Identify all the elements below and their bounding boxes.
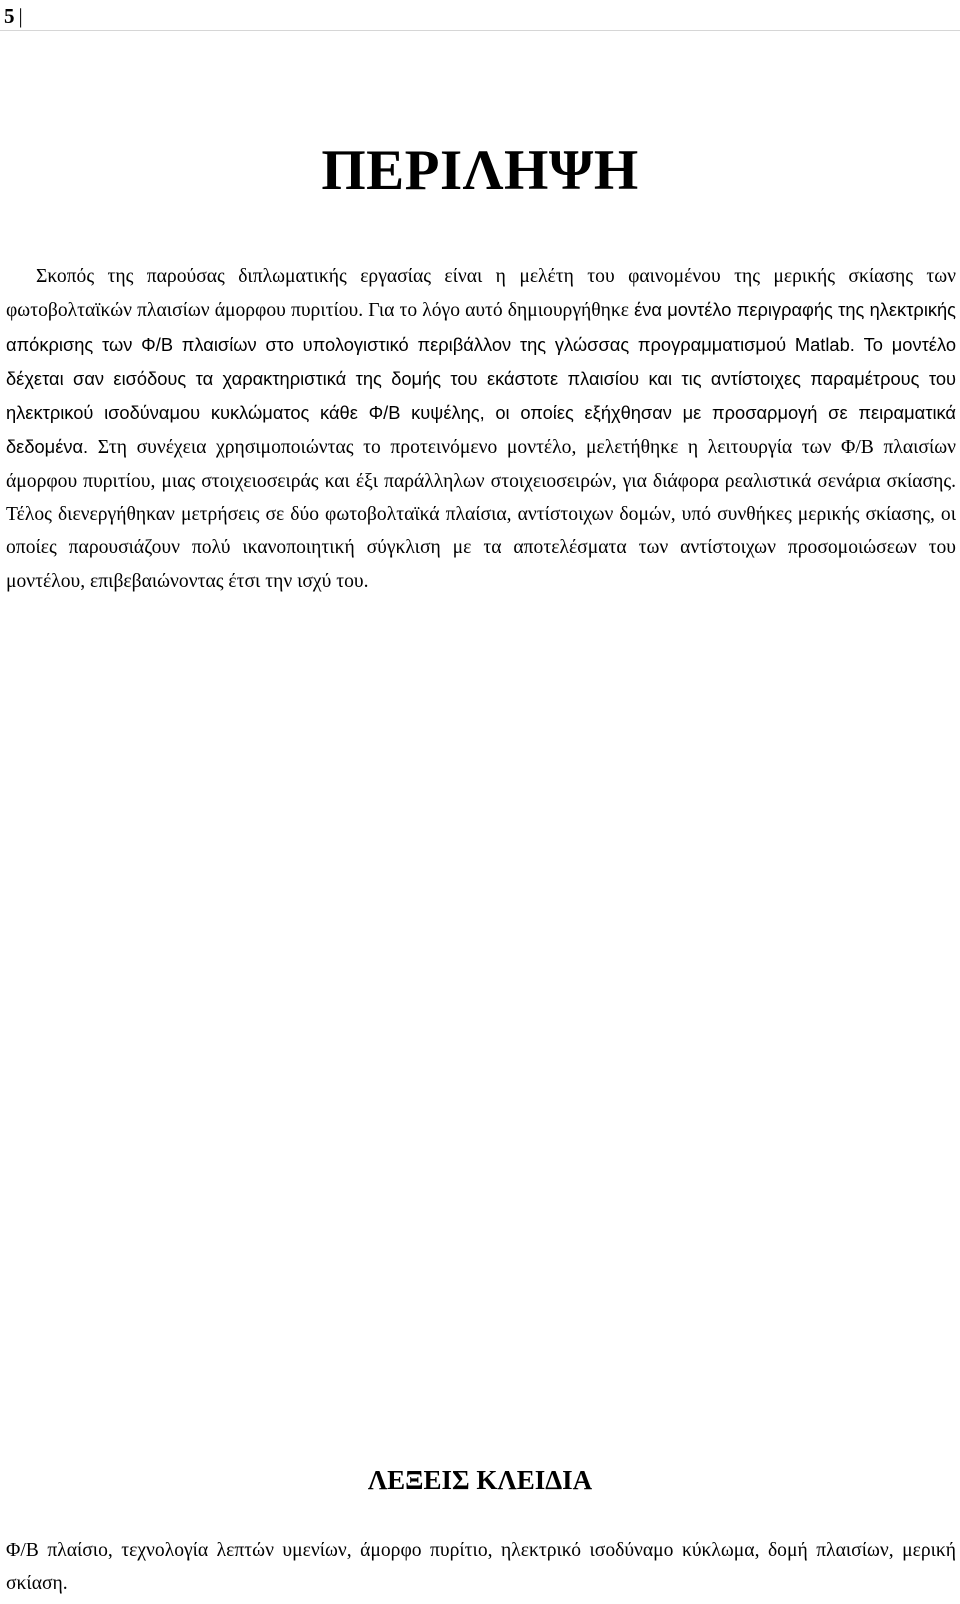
keywords-heading: ΛΕΞΕΙΣ ΚΛΕΙΔΙΑ xyxy=(367,1465,593,1495)
abstract-text-part-2: ένα μοντέλο περιγραφής της ηλεκτρικής απόκρισης των Φ/Β πλαισίων στο υπολογιστικό περιβάλλον της γλώσσας προγραμματισμού Matlab. Το μοντέλο δέχεται σαν εισόδους τα χαρακτηριστικά της δομής του εκάστοτε πλαισίου και τις αντίστοιχες παραμέτρους του ηλεκτρικού ισοδύναμου κυκλώματος κάθε Φ/Β κυψέλης, οι οποίες εξήχθησαν με προσαρμογή σε πειραματικά δεδομένα. xyxy=(6,299,956,458)
page-title: ΠΕΡΙΛΗΨΗ xyxy=(321,139,639,202)
page-number xyxy=(4,4,23,28)
page-number-value: 5 xyxy=(4,4,15,28)
abstract-paragraph xyxy=(6,260,956,598)
abstract-text-part-1: Σκοπός της παρούσας διπλωματικής εργασίας είναι η μελέτη του φαινομένου της μερικής σκίασης των φωτοβολταϊκών πλαισίων άμορφου πυριτίου. Για το λόγο αυτό δημιουργήθηκε xyxy=(6,266,956,322)
abstract-text-part-3: Στη συνέχεια χρησιμοποιώντας το προτεινόμενο μοντέλο, μελετήθηκε η λειτουργία των Φ/Β πλαισίων άμορφου πυριτίου, μιας στοιχειοσειράς και έξι παράλληλων στοιχειοσειρών, για διάφορα ρεαλιστικά σενάρια σκίασης. Τέλος διενεργήθηκαν μετρήσεις σε δύο φωτοβολταϊκά πλαίσια, αντίστοιχων δομών, υπό συνθήκες μερικής σκίασης, οι οποίες παρουσιάζουν πολύ ικανοποιητική σύγκλιση με τα αποτελέσματα των αντίστοιχων προσομοιώσεων του μοντέλου, επιβεβαιώνοντας έτσι την ισχύ του. xyxy=(6,437,956,592)
page-number-separator: | xyxy=(18,4,23,28)
header-divider xyxy=(0,30,960,31)
keywords-text: Φ/Β πλαίσιο, τεχνολογία λεπτών υμενίων, άμορφο πυρίτιο, ηλεκτρικό ισοδύναμο κύκλωμα, δομή πλαισίων, μερική σκίαση. xyxy=(6,1540,956,1594)
